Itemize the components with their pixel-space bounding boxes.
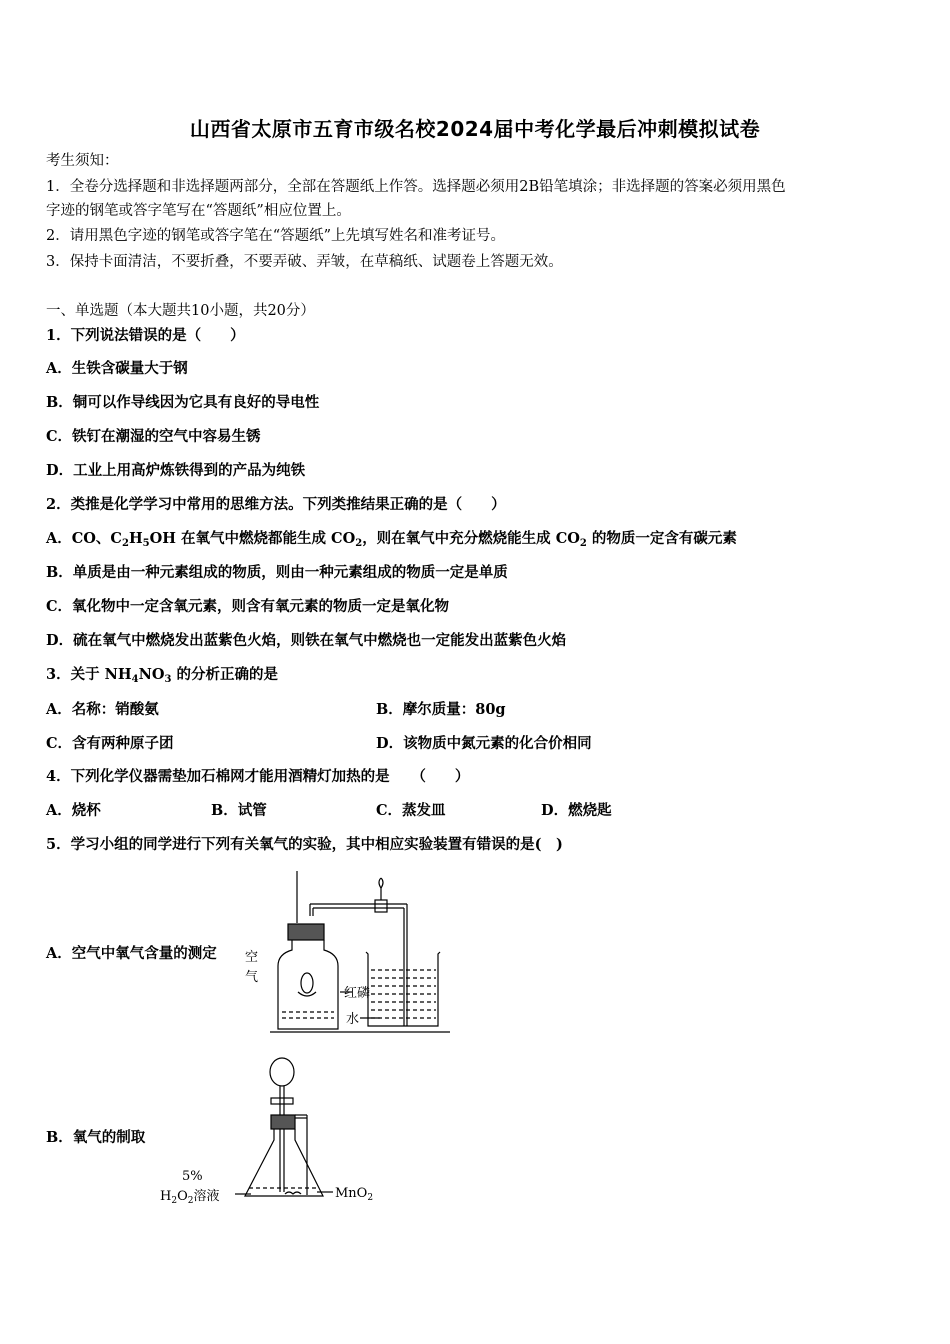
q3-option-a: A．名称：销酸氨 bbox=[46, 701, 159, 718]
label-h2o2-solution: $H_2O_2$溶液 bbox=[160, 1189, 220, 1206]
q2-stem: 2．类推是化学学习中常用的思维方法。下列类推结果正确的是（ ） bbox=[46, 496, 506, 513]
notice-heading: 考生须知： bbox=[46, 153, 119, 169]
label-red-phosphorus: 红磷 bbox=[344, 986, 371, 1001]
page-title: 山西省太原市五育市级名校2024届中考化学最后冲刺模拟试卷 bbox=[189, 117, 761, 141]
q4-option-b: B．试管 bbox=[211, 802, 267, 819]
q3-option-b: B．摩尔质量：80g bbox=[376, 701, 506, 718]
notice-item-2: 2．请用黑色字迹的钢笔或答字笔在“答题纸”上先填写姓名和准考证号。 bbox=[46, 228, 506, 244]
notice-item-3: 3．保持卡面清洁，不要折叠，不要弄破、弄皱，在草稿纸、试题卷上答题无效。 bbox=[46, 254, 563, 270]
q2-option-c: C．氧化物中一定含氧元素，则含有氧元素的物质一定是氧化物 bbox=[46, 598, 450, 615]
q2-option-a: A．CO、$C_2H_5OH$ 在氧气中燃烧都能生成 $CO_2$，则在氧气中充分燃烧能生成 $CO_2$ 的物质一定含有碳元素 bbox=[46, 530, 737, 549]
label-air-1: 空 bbox=[245, 950, 259, 965]
q1-option-a: A．生铁含碳量大于钢 bbox=[46, 360, 188, 377]
q2-option-b: B．单质是由一种元素组成的物质，则由一种元素组成的物质一定是单质 bbox=[46, 564, 508, 581]
label-concentration: 5% bbox=[182, 1169, 203, 1184]
q2-option-d: D．硫在氧气中燃烧发出蓝紫色火焰，则铁在氧气中燃烧也一定能发出蓝紫色火焰 bbox=[46, 632, 567, 649]
q1-option-c: C．铁钉在潮湿的空气中容易生锈 bbox=[46, 428, 261, 445]
q4-option-a: A．烧杯 bbox=[46, 802, 101, 819]
q3-option-c: C．含有两种原子团 bbox=[46, 735, 174, 752]
q4-option-d: D．燃烧匙 bbox=[541, 802, 612, 819]
q4-option-c: C．蒸发皿 bbox=[376, 802, 446, 819]
label-water: 水 bbox=[346, 1012, 360, 1027]
apparatus-oxygen-preparation bbox=[155, 1050, 385, 1210]
apparatus-b-drawing bbox=[235, 1058, 333, 1196]
q5-option-a: A．空气中氧气含量的测定 bbox=[46, 945, 217, 962]
q3-stem: 3．关于 $NH_4NO_3$ 的分析正确的是 bbox=[46, 666, 278, 685]
notice-item-1: 1．全卷分选择题和非选择题两部分，全部在答题纸上作答。选择题必须用2B铅笔填涂；非选择题的答案必须用黑色 bbox=[46, 179, 786, 195]
label-mno2: MnO$_2$ bbox=[335, 1186, 374, 1203]
q5-stem: 5．学习小组的同学进行下列有关氧气的实验，其中相应实验装置有错误的是( ) bbox=[46, 836, 563, 853]
q1-option-d: D．工业上用高炉炼铁得到的产品为纯铁 bbox=[46, 462, 306, 479]
q4-stem: 4．下列化学仪器需垫加石棉网才能用酒精灯加热的是 （ ） bbox=[46, 768, 470, 785]
q1-stem: 1．下列说法错误的是（ ） bbox=[46, 327, 245, 344]
notice-item-1-cont: 字迹的钢笔或答字笔写在“答题纸”相应位置上。 bbox=[46, 203, 351, 219]
q3-option-d: D．该物质中氮元素的化合价相同 bbox=[376, 735, 592, 752]
apparatus-air-oxygen bbox=[240, 866, 455, 1036]
apparatus-a-drawing bbox=[270, 871, 450, 1032]
q1-option-b: B．铜可以作导线因为它具有良好的导电性 bbox=[46, 394, 320, 411]
q5-option-b: B．氧气的制取 bbox=[46, 1129, 146, 1146]
section-heading: 一、单选题（本大题共10小题，共20分） bbox=[46, 303, 315, 319]
label-air-2: 气 bbox=[245, 970, 259, 985]
